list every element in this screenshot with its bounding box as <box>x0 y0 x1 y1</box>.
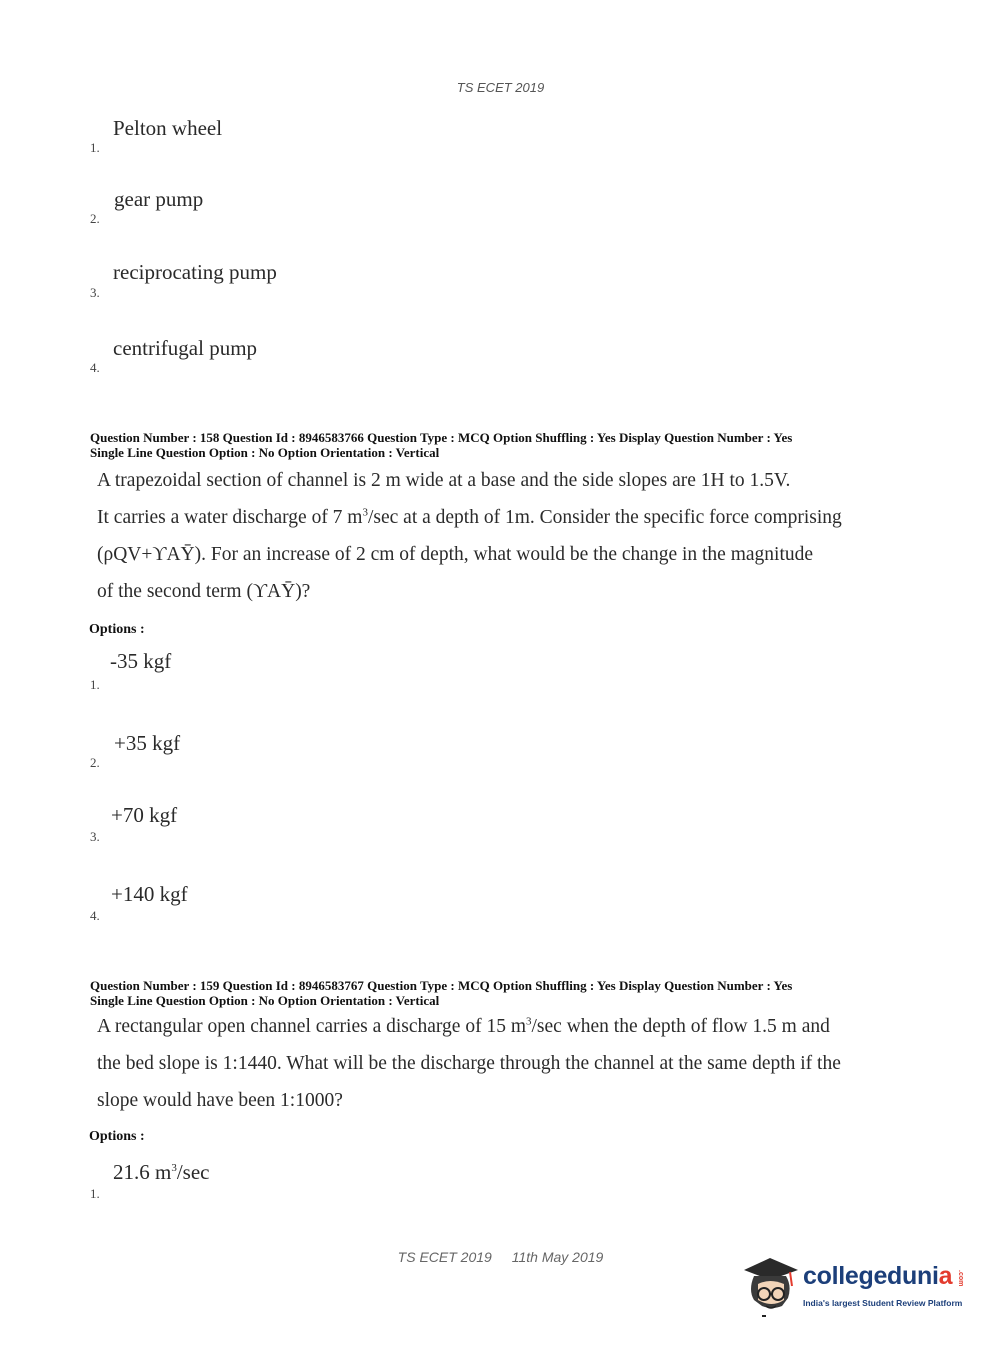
logo-word-accent: a <box>938 1262 953 1290</box>
q158-line-3: (ρQV+ϒAȲ). For an increase of 2 cm of depth, what would be the change in the magnitude <box>97 544 814 565</box>
footer-exam: TS ECET 2019 <box>397 1249 492 1265</box>
q159-option-1-sup: 3 <box>171 1162 177 1174</box>
q159-line-3: slope would have been 1:1000? <box>97 1090 343 1111</box>
q158-line-2-b: /sec at a depth of 1m. Consider the specific force comprising <box>367 507 842 528</box>
q159-option-1-number: 1. <box>90 1186 100 1201</box>
prev-option-4-text: centrifugal pump <box>113 336 258 360</box>
q158-option-3-number: 3. <box>90 829 100 844</box>
q159-question-text <box>97 1008 917 1119</box>
q158-option-4-number: 4. <box>90 908 100 923</box>
q158-option-3-text: +70 kgf <box>111 803 178 827</box>
q158-line-2-a: It carries a water discharge of 7 m <box>97 507 363 528</box>
q158-option-2-number: 2. <box>90 755 100 770</box>
q159-line-2: the bed slope is 1:1440. What will be the discharge through the channel at the same depth if the <box>97 1053 841 1074</box>
prev-option-3-number: 3. <box>90 285 100 300</box>
logo-dotcom: .com <box>957 1270 964 1287</box>
q158-meta-line2: Single Line Question Option : No Option Orientation : Vertical <box>90 445 440 460</box>
q158-line-2 <box>97 499 917 536</box>
q158-line-4: of the second term (ϒAȲ)? <box>97 581 311 602</box>
q159-meta-line1: Question Number : 159 Question Id : 8946583767 Question Type : MCQ Option Shuffling : Yes Display Question Number : Yes <box>90 978 793 993</box>
q159-option-1-b: /sec <box>176 1160 210 1184</box>
q158-meta-line1: Question Number : 158 Question Id : 8946583766 Question Type : MCQ Option Shuffling : Yes Display Question Number : Yes <box>90 430 793 445</box>
prev-option-2-number: 2. <box>90 211 100 226</box>
prev-option-1-text: Pelton wheel <box>113 116 223 140</box>
logo-tagline: India's largest Student Review Platform <box>803 1298 963 1308</box>
q158-meta <box>90 430 950 460</box>
q158-option-1-text: -35 kgf <box>110 649 172 673</box>
q158-option-1-number: 1. <box>90 677 100 692</box>
q159-meta-line2: Single Line Question Option : No Option Orientation : Vertical <box>90 993 440 1008</box>
q159-options-label: Options : <box>89 1129 145 1144</box>
q159-option-1-a: 21.6 m <box>113 1160 172 1184</box>
tassel-shape <box>790 1272 792 1286</box>
prev-option-3-text: reciprocating pump <box>113 260 277 284</box>
prev-option-2-text: gear pump <box>114 187 204 211</box>
q159-line-1 <box>97 1008 917 1045</box>
running-header: TS ECET 2019 <box>456 80 545 95</box>
q159-meta <box>90 978 950 1008</box>
q158-question-text <box>97 462 917 610</box>
q159-option-1-text <box>113 1160 210 1185</box>
collegedunia-mascot-icon <box>740 1250 804 1320</box>
q159-line-1-a: A rectangular open channel carries a discharge of 15 m <box>97 1016 526 1037</box>
q158-line-1: A trapezoidal section of channel is 2 m wide at a base and the side slopes are 1H to 1.5V. <box>97 470 791 491</box>
logo-word-main: collegeduni <box>803 1262 939 1290</box>
q158-option-2-text: +35 kgf <box>114 731 181 755</box>
q159-line-1-b: /sec when the depth of flow 1.5 m and <box>531 1016 830 1037</box>
q158-option-4-text: +140 kgf <box>111 882 188 906</box>
footer-date: 11th May 2019 <box>511 1249 604 1265</box>
prev-option-4-number: 4. <box>90 360 100 375</box>
collegedunia-logo-wordmark <box>803 1262 952 1291</box>
q158-options-label: Options : <box>89 622 145 637</box>
q158-line-2-sup: 3 <box>362 506 368 519</box>
q159-line-1-sup: 3 <box>526 1015 532 1028</box>
prev-option-1-number: 1. <box>90 140 100 155</box>
